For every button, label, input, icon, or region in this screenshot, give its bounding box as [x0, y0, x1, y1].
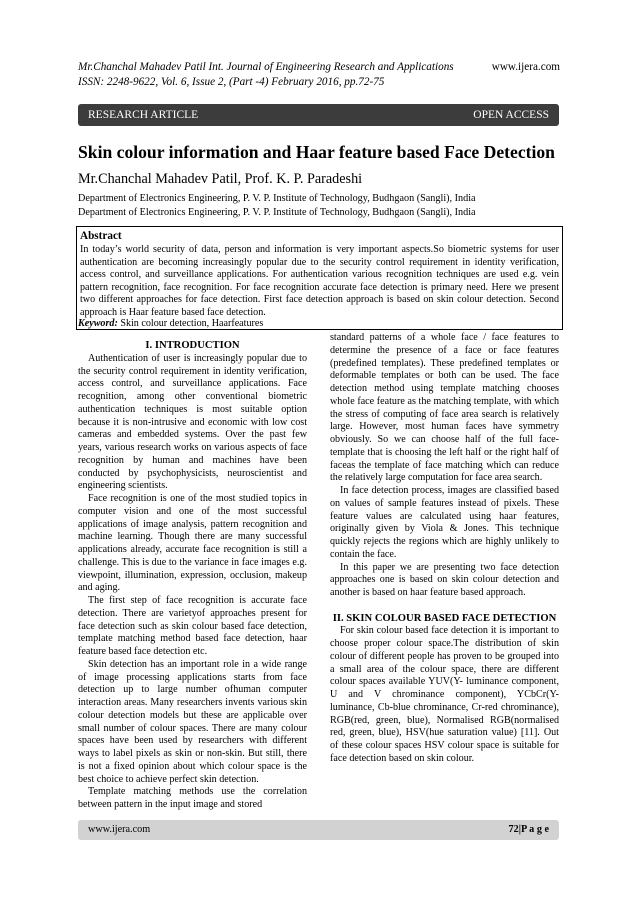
left-column [78, 340, 307, 812]
intro-paragraph-4: Skin detection has an important role in a wide range of image processing applications starts from face detection up to large number ofhuman computer interaction areas. Many researchers invents various skin colour detection models but these are applicable over small number of colour spaces. There are many colour spaces have been used by researchers with different ways to label pixels as skin or non-skin. But still, there is not a fixed opinion about which colour space is the best choice to achieve perfect skin detection. [78, 658, 307, 785]
right-paragraph-3: In this paper we are presenting two face detection approaches one is based on skin colour detection and another is based on haar feature based approach. [330, 561, 559, 598]
right-paragraph-2: In face detection process, images are classified based on values of sample features instead of pixels. These feature values are calculated using haar features, originally given by Viola & Jones. This technique quickly rejects the regions which are highly unlikely to contain the face. [330, 485, 559, 560]
journal-issn: ISSN: 2248-9622, Vol. 6, Issue 2, (Part -4) February 2016, pp.72-75 [78, 76, 385, 88]
page-number: 72|P a g e [508, 824, 549, 835]
right-paragraph-1: standard patterns of a whole face / face features to determine the presence of a face or face features (predefined templates). These predefined templates or deformable templates or both can be used. The face detection method using template matching chooses whole face feature as the matching template, with which the stress of computing of face area search is relatively large. However, most human faces have symmetry obviously. So we can choose half of the full face-template that is choosing the left half or the right half of faceas the template of face matching which can reduce the relatively large computation for face area search. [330, 332, 559, 484]
intro-paragraph-5: Template matching methods use the correlation between pattern in the input image and stored [78, 786, 307, 810]
abstract-box [76, 226, 563, 330]
journal-website[interactable]: www.ijera.com [491, 61, 560, 73]
section-spacer [330, 600, 559, 613]
footer-website[interactable]: www.ijera.com [88, 824, 151, 835]
keywords [78, 318, 263, 329]
open-access-label: OPEN ACCESS [473, 109, 549, 121]
intro-paragraph-1: Authentication of user is increasingly popular due to the security control requirement in identity verification, access control, and surveillance applications. Face recognition, among other conventional biometric authentication techniques is most suitable option because it is non-intrusive and economic with low cost cameras and embedded systems. Over the past few years, various research works on various aspects of face recognition by human and machines have been conducted by psychophysicists, neuroscientist and engineering scientists. [78, 352, 307, 492]
section-2-heading: II. SKIN COLOUR BASED FACE DETECTION [332, 612, 557, 624]
paper-title: Skin colour information and Haar feature based Face Detection [78, 142, 555, 162]
journal-citation: Mr.Chanchal Mahadev Patil Int. Journal of Engineering Research and Applications [78, 61, 454, 73]
article-type-banner [78, 104, 559, 126]
affiliation-1: Department of Electronics Engineering, P. V. P. Institute of Technology, Budhgaon (Sangli), India [78, 193, 476, 204]
keywords-text: Skin colour detection, Haarfeatures [117, 318, 264, 329]
paper-authors: Mr.Chanchal Mahadev Patil, Prof. K. P. Paradeshi [78, 171, 363, 187]
section-1-heading: I. INTRODUCTION [145, 340, 240, 351]
journal-header [78, 60, 560, 90]
right-column [330, 332, 559, 766]
section-2-paragraph: For skin colour based face detection it is important to choose proper colour space.The distribution of skin colour of different people has proven to be grouped into a small area of the colour space, there are different colour spaces available YUV(Y- luminance component, U and V chrominance component), YCbCr(Y- luminance, Cb-blue chrominance, Cr-red chrominance), RGB(red, green, blue), Normalised RGB(normalised red, green, blue), HSV(hue saturation value) [11]. Out of these colour spaces HSV colour space is suitable for face detection based on skin colour. [330, 625, 559, 764]
intro-paragraph-2: Face recognition is one of the most studied topics in computer vision and one of the most successful applications of image analysis, pattern recognition and machine learning. Though there are many successful applications already, accurate face recognition is still a challenge. This is due to the variance in face images e.g. viewpoint, illumination, expression, occlusion, makeup and aging. [78, 493, 307, 594]
page-footer [78, 820, 559, 840]
affiliation-2: Department of Electronics Engineering, P. V. P. Institute of Technology, Budhgaon (Sangli), India [78, 207, 476, 218]
abstract-heading: Abstract [80, 230, 122, 242]
abstract-text: In today’s world security of data, person and information is very important aspects.So biometric systems for user authentication are becoming increasingly popular due to the security control requirement in identity verification, access control, and surveillance applications. For authentication various recognition techniques are used e.g. vein pattern recognition, face recognition. For face recognition accurate face detection is primary need. Here we present two different approaches for face detection. First face detection approach is based on skin colour detection. Second approach is Haar feature based face detection. [80, 244, 559, 318]
research-article-label: RESEARCH ARTICLE [88, 109, 199, 121]
intro-paragraph-3: The first step of face recognition is accurate face detection. There are varietyof approaches present for face detection such as skin colour based face detection, template matching method based face detection, haar feature based face detection etc. [78, 595, 307, 657]
keywords-label: Keyword: [78, 318, 118, 329]
